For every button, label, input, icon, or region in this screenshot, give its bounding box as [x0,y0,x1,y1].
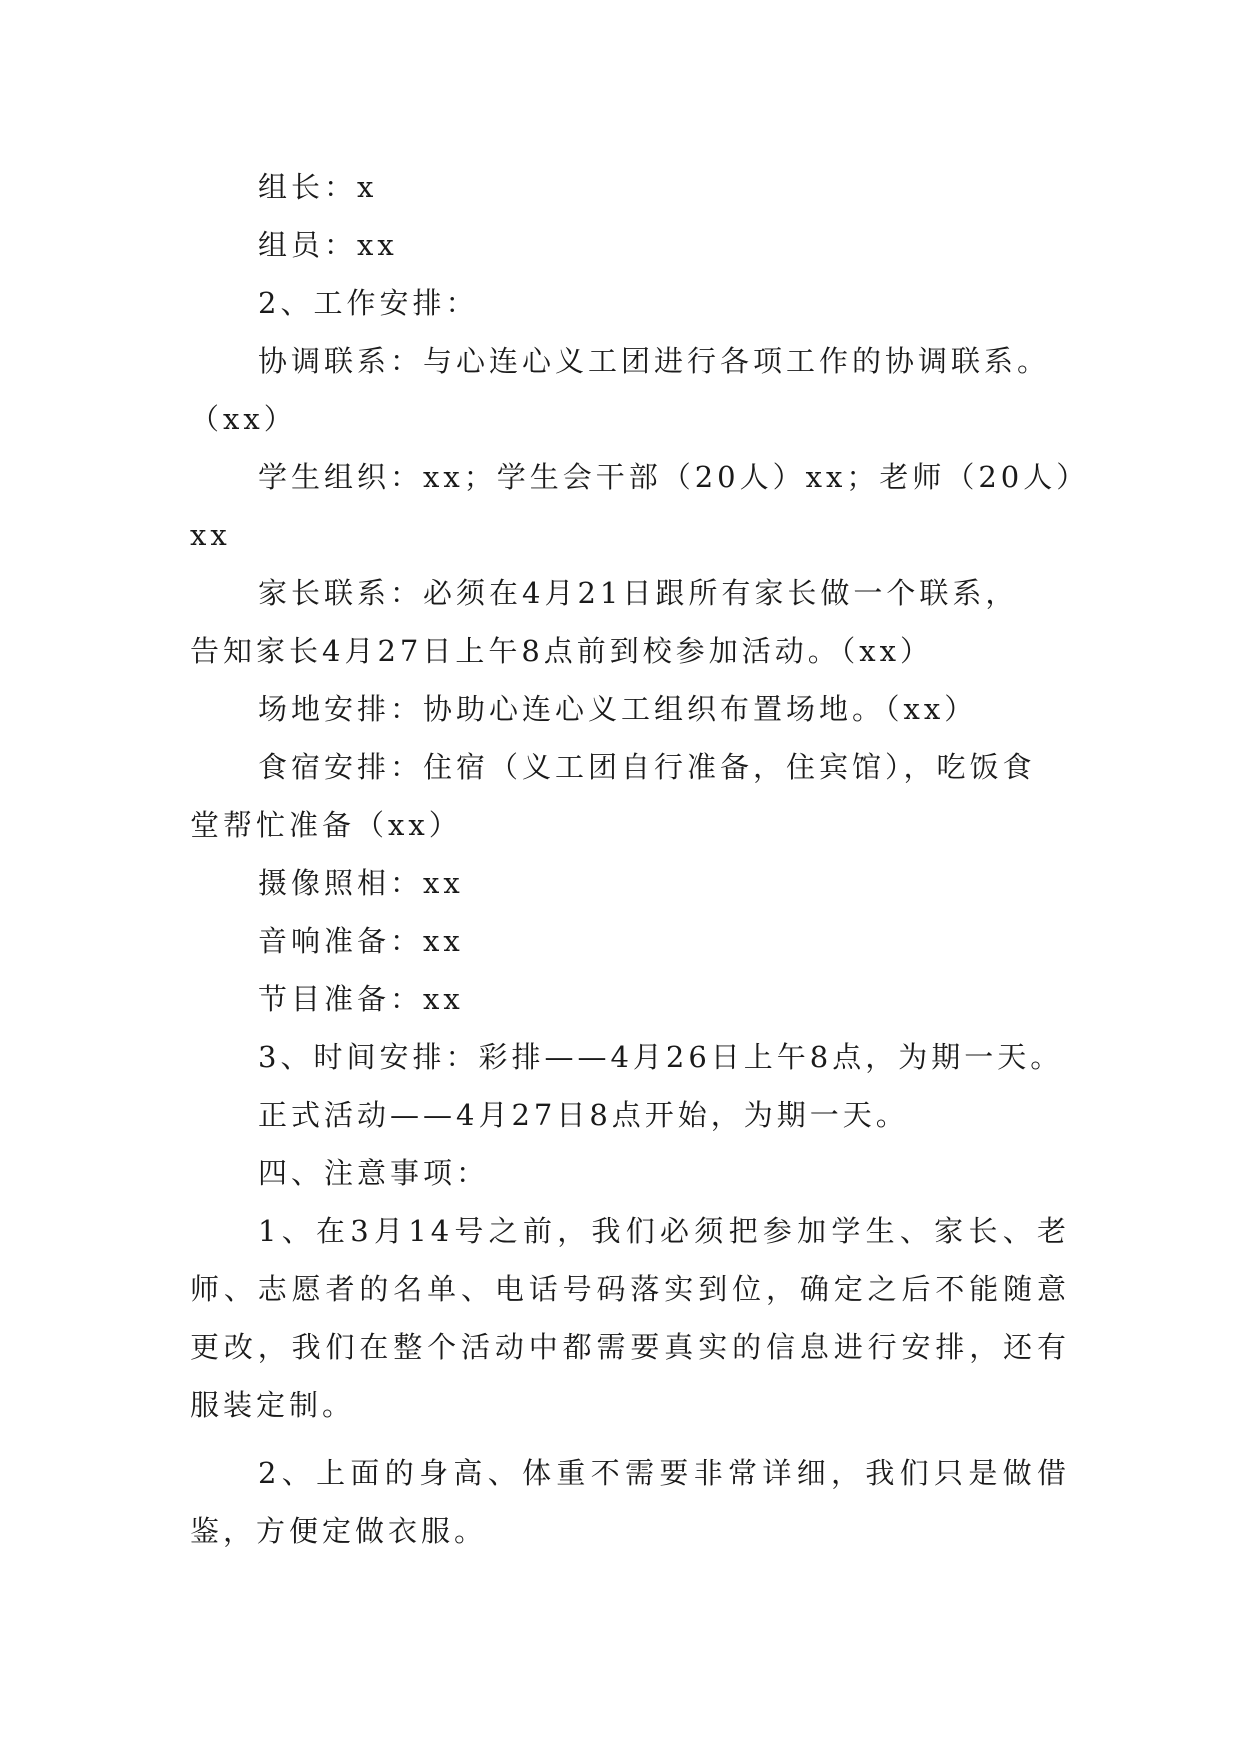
text-line: 学生组织：xx；学生会干部（20人）xx；老师（20人） [258,460,1090,494]
section-heading: 2、工作安排： [258,286,479,320]
section-heading: 四、注意事项： [258,1156,490,1190]
text-line: 节目准备：xx [258,982,464,1016]
text-line: 组长：x [258,170,378,204]
document-body [190,158,1090,1560]
text-line: 摄像照相：xx [258,866,464,900]
text-line: 食宿安排：住宿（义工团自行准备，住宾馆），吃饭食 [258,750,1036,784]
text-line: 告知家长4月27日上午8点前到校参加活动。（xx） [190,634,934,668]
text-line: 正式活动——4月27日8点开始，为期一天。 [258,1098,909,1132]
text-line: 组员：xx [258,228,398,262]
text-line: xx [190,518,231,552]
text-line: 家长联系：必须在4月21日跟所有家长做一个联系， [258,576,1019,610]
text-line: 协调联系：与心连心义工团进行各项工作的协调联系。 [258,344,1051,378]
text-line: 音响准备：xx [258,924,464,958]
text-line: 场地安排：协助心连心义工组织布置场地。（xx） [258,692,978,726]
text-line: （xx） [190,402,297,436]
text-line: 堂帮忙准备（xx） [190,808,462,842]
section-heading: 3、时间安排：彩排——4月26日上午8点，为期一天。 [258,1040,1064,1074]
paragraph: 2、上面的身高、体重不需要非常详细，我们只是做借鉴，方便定做衣服。 [190,1456,1070,1548]
paragraph: 1、在3月14号之前，我们必须把参加学生、家长、老师、志愿者的名单、电话号码落实到位，确定之后不能随意更改，我们在整个活动中都需要真实的信息进行安排，还有服装定制。 [190,1214,1070,1422]
